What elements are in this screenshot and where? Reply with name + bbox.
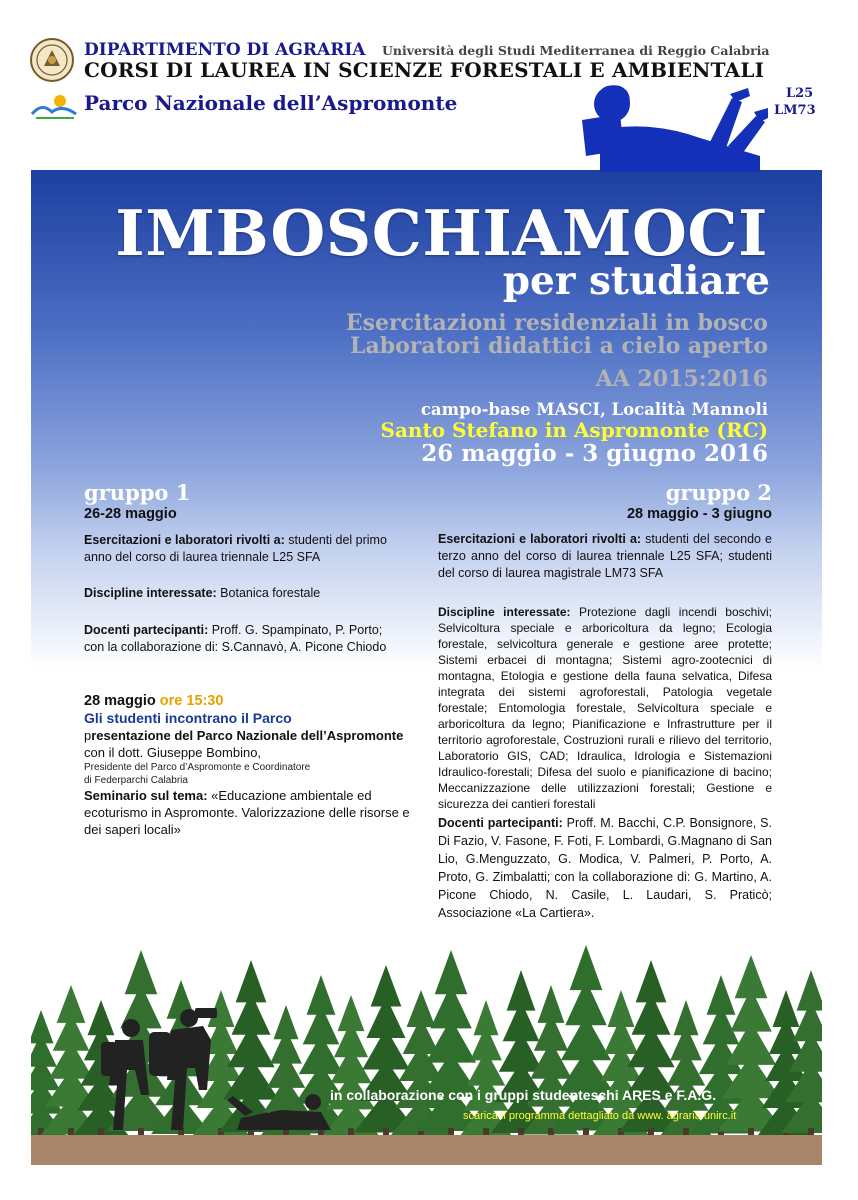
poster-subtitle: per studiare: [502, 258, 770, 304]
group2-title: gruppo 2: [665, 480, 772, 505]
group2-target-label: Esercitazioni e laboratori rivolti a:: [438, 532, 642, 546]
group1-title: gruppo 1: [84, 480, 191, 505]
degree-code-l25: L25: [786, 86, 814, 101]
seminar-label: Seminario sul tema:: [84, 788, 208, 803]
collaboration-note: in collaborazione con i gruppi studenteschi ARES e F.A.G.: [330, 1087, 717, 1103]
event-speaker-role1: Presidente del Parco d’Aspromonte e Coordinatore: [84, 762, 311, 773]
seminar-text: «Educazione ambientale ed ecoturismo in Aspromonte. Valorizzazione delle risorse e dei saperi locali»: [84, 788, 410, 837]
group1-target-text: studenti del primo anno del corso di laurea triennale L25 SFA: [84, 533, 387, 564]
group2-dates: 28 maggio - 3 giugno: [626, 506, 772, 522]
group2-target-text: studenti del secondo e terzo anno del corso di laurea triennale L25 SFA; studenti del corso di laurea magistrale LM73 SFA: [438, 532, 772, 580]
event-place: Santo Stefano in Aspromonte (RC): [380, 418, 768, 442]
tagline-laboratori: Laboratori didattici a cielo aperto: [350, 333, 768, 359]
group2-teachers-label: Docenti partecipanti:: [438, 816, 563, 830]
base-camp: campo-base MASCI, Località Mannoli: [420, 400, 768, 419]
event-dates: 26 maggio - 3 giugno 2016: [421, 440, 768, 467]
event-title: Gli studenti incontrano il Parco: [84, 710, 292, 726]
courses-title: CORSI DI LAUREA IN SCIENZE FORESTALI E AMBIENTALI: [84, 58, 765, 82]
degree-code-lm73: LM73: [774, 103, 816, 118]
university-seal-icon: [30, 38, 74, 82]
poster-title: IMBOSCHIAMOCI: [115, 196, 768, 270]
department-name: DIPARTIMENTO DI AGRARIA: [84, 40, 366, 60]
group1-teachers: [84, 622, 392, 656]
group2-disciplines-text: Protezione dagli incendi boschivi; Selvicoltura speciale e arboricoltura da legno; Ecologia forestale, selvicoltura generale e gestione aree protette; Sistemi erbacei di montagna; Sistemi agro-zootecnici di montagna, Etologia e gestione della fauna selvatica, Difesa integrata dei sistemi agroforestali, Patologia vegetale forestale; Entomologia forestale, Selvicoltura speciale e arboricoltura da legno; Pianificazione e Infrastrutture per il territorio agroforestale, Costruzioni rurali e rilievo del territorio, Laboratorio GIS, CAD; Idraulica, Idrologia e Sistemazioni Idraulico-forestali; Difesa del suolo e pianificazione di bacino; Meccanizzazione delle utilizzazioni forestali; Gestione e sicurezza dei cantieri forestali: [438, 605, 772, 811]
event-presentation: resentazione del Parco Nazionale dell’Aspromonte: [91, 728, 404, 743]
event-speaker: con il dott. Giuseppe Bombino,: [84, 745, 262, 760]
event-speaker-role2: di Federparchi Calabria: [84, 775, 188, 786]
park-name: Parco Nazionale dell’Aspromonte: [84, 91, 458, 115]
group1-disciplines: [84, 585, 392, 602]
group1-disciplines-text: Botanica forestale: [216, 586, 321, 600]
event-block: [84, 693, 414, 838]
group2-target: [438, 531, 772, 582]
group2-disciplines: [438, 604, 772, 812]
group2-teachers-text: Proff. M. Bacchi, C.P. Bonsignore, S. Di Fazio, V. Fasone, F. Foti, F. Lombardi, G.Magnano di San Lio, G.Menguzzato, G. Modica, V. Palmeri, P. Porto, A. Proto, G. Zimbalatti; con la collaborazione di: G. Martino, A. Picone Chiodo, N. Casile, L. Laudari, S. Praticò; Associazione «La Cartiera».: [438, 816, 772, 920]
event-day: 28 maggio: [84, 693, 156, 709]
group1-teachers-label: Docenti partecipanti:: [84, 623, 209, 637]
group1-teachers-text: Proff. G. Spampinato, P. Porto; con la collaborazione di: S.Cannavò, A. Picone Chiodo: [84, 623, 387, 654]
academic-year: AA 2015:2016: [595, 366, 768, 392]
group1-target: [84, 532, 392, 566]
event-time: ore 15:30: [155, 693, 224, 709]
group1-disciplines-label: Discipline interessate:: [84, 586, 217, 600]
group1-target-label: Esercitazioni e laboratori rivolti a:: [84, 533, 285, 547]
university-name: Università degli Studi Mediterranea di Reggio Calabria: [382, 43, 770, 58]
tagline-esercitazioni: Esercitazioni residenziali in bosco: [345, 310, 768, 336]
download-program-link[interactable]: scarica il programma dettagliato da www. agraria.unirc.it: [463, 1110, 737, 1122]
event-presentation-prefix: p: [84, 728, 92, 743]
group2-disciplines-label: Discipline interessate:: [438, 605, 571, 619]
aspromonte-park-logo-icon: [30, 92, 78, 122]
ground-strip: [31, 1135, 822, 1165]
group1-dates: 26-28 maggio: [84, 506, 177, 522]
reading-student-silhouette-icon: [560, 80, 770, 175]
